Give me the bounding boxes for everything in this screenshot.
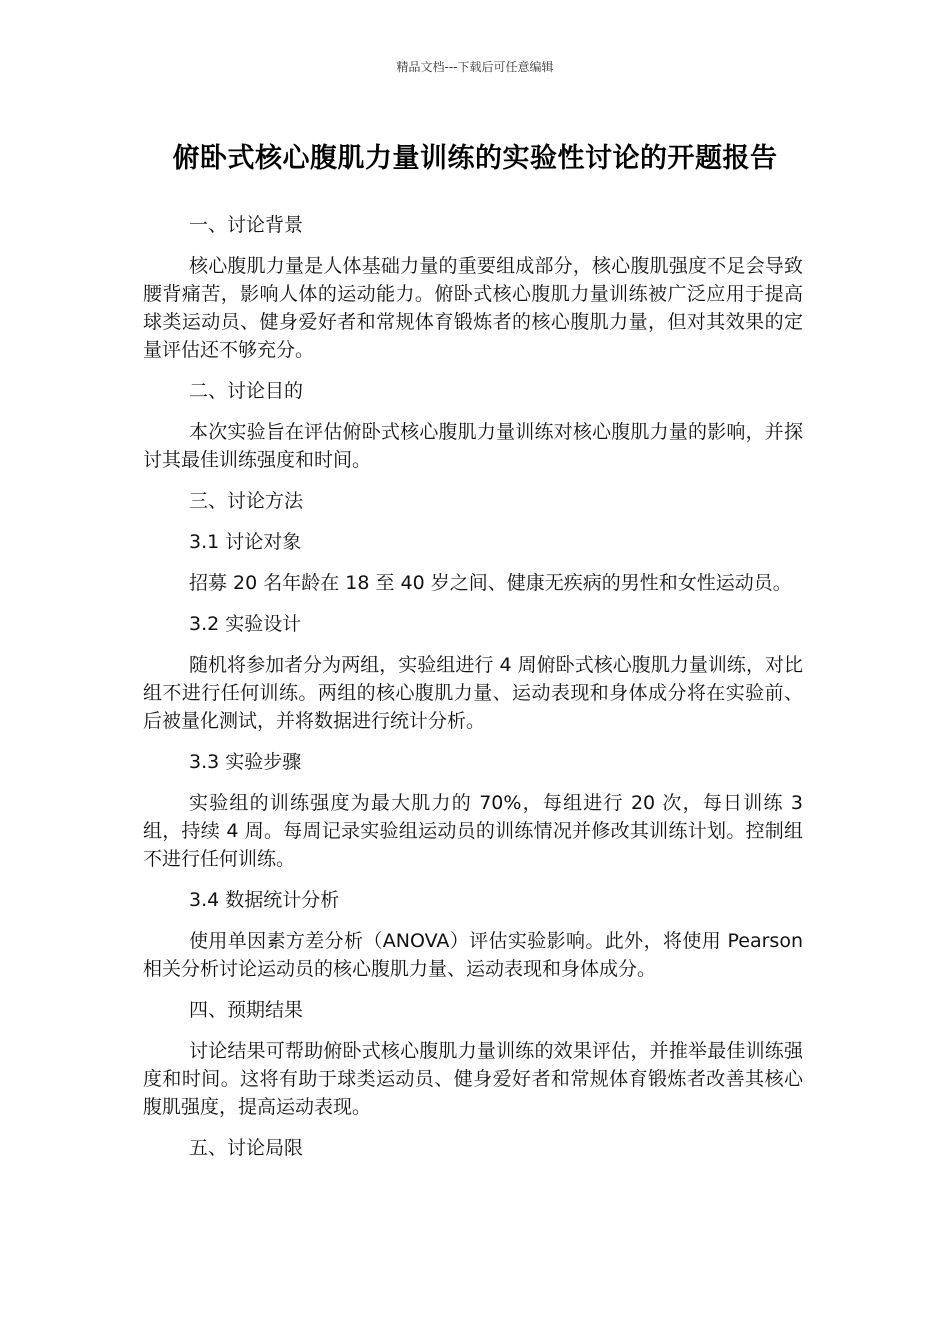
subsection-heading-design: 3.2 实验设计 xyxy=(189,613,302,635)
paragraph-procedure: 实验组的训练强度为最大肌力的 70%，每组进行 20 次，每日训练 3 组，持续 4 周。每周记录实验组运动员的训练情况并修改其训练计划。控制组不进行任何训练。 xyxy=(143,792,803,870)
document-body xyxy=(143,211,803,1175)
section-heading-limitations: 五、讨论局限 xyxy=(189,1137,304,1159)
section-heading-methods: 三、讨论方法 xyxy=(189,490,304,512)
section-heading-purpose: 二、讨论目的 xyxy=(189,380,304,402)
subsection-heading-statistics: 3.4 数据统计分析 xyxy=(189,889,340,911)
paragraph-background: 核心腹肌力量是人体基础力量的重要组成部分，核心腹肌强度不足会导致腰背痛苦，影响人体的运动能力。俯卧式核心腹肌力量训练被广泛应用于提高球类运动员、健身爱好者和常规体育锻炼者的核心腹肌力量，但对其效果的定量评估还不够充分。 xyxy=(143,255,803,361)
paragraph-statistics: 使用单因素方差分析（ANOVA）评估实验影响。此外，将使用 Pearson 相关分析讨论运动员的核心腹肌力量、运动表现和身体成分。 xyxy=(143,930,803,980)
document-title: 俯卧式核心腹肌力量训练的实验性讨论的开题报告 xyxy=(172,143,778,174)
section-heading-background: 一、讨论背景 xyxy=(189,214,304,236)
subsection-heading-procedure: 3.3 实验步骤 xyxy=(189,751,302,773)
header-note: 精品文档---下载后可任意编辑 xyxy=(396,60,554,74)
paragraph-design: 随机将参加者分为两组，实验组进行 4 周俯卧式核心腹肌力量训练，对比组不进行任何训练。两组的核心腹肌力量、运动表现和身体成分将在实验前、后被量化测试，并将数据进行统计分析。 xyxy=(143,654,803,732)
subsection-heading-subjects: 3.1 讨论对象 xyxy=(189,531,302,553)
section-heading-expected-results: 四、预期结果 xyxy=(189,999,304,1021)
paragraph-purpose: 本次实验旨在评估俯卧式核心腹肌力量训练对核心腹肌力量的影响，并探讨其最佳训练强度和时间。 xyxy=(143,421,803,471)
paragraph-subjects: 招募 20 名年龄在 18 至 40 岁之间、健康无疾病的男性和女性运动员。 xyxy=(189,572,792,594)
paragraph-expected-results: 讨论结果可帮助俯卧式核心腹肌力量训练的效果评估，并推举最佳训练强度和时间。这将有助于球类运动员、健身爱好者和常规体育锻炼者改善其核心腹肌强度，提高运动表现。 xyxy=(143,1040,803,1118)
